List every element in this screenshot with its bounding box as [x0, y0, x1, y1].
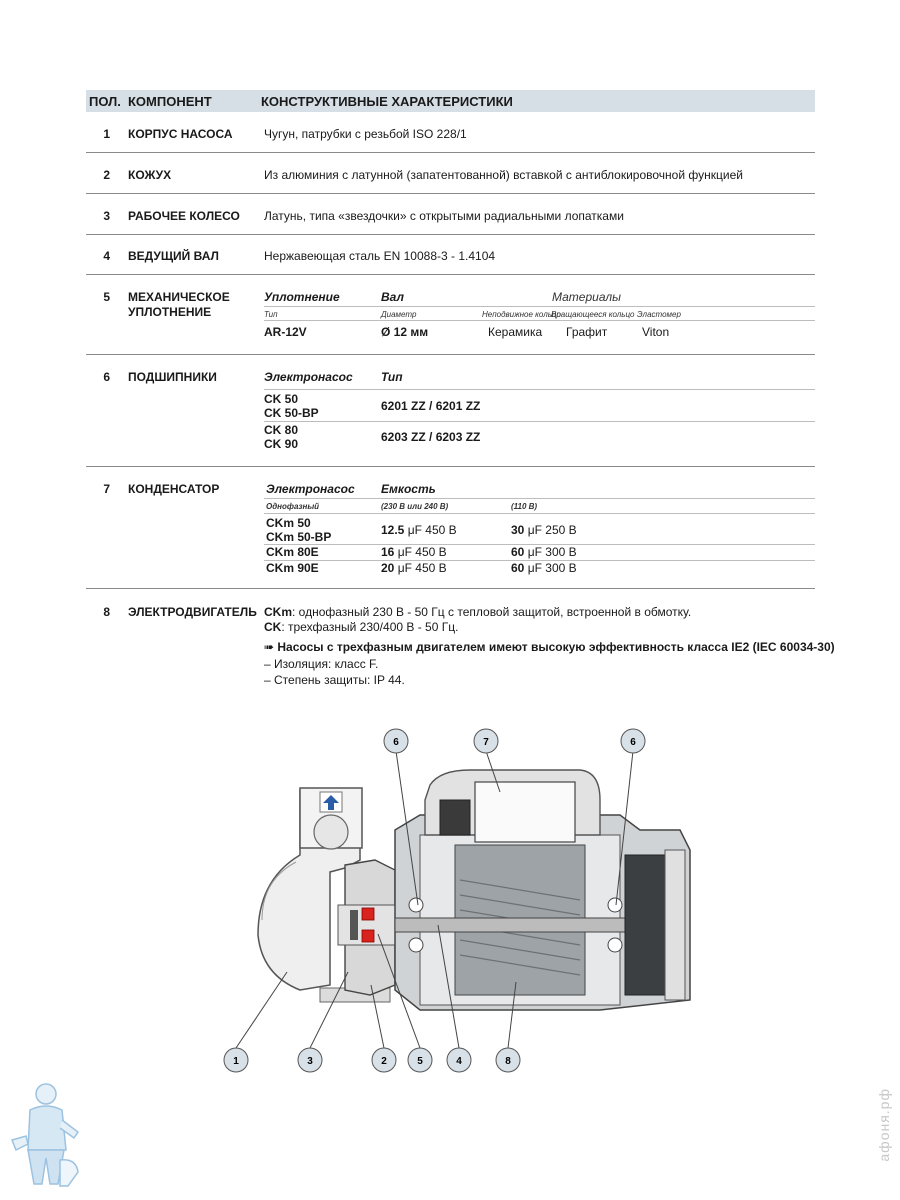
row-number: 4 [103, 249, 110, 263]
row-divider [86, 234, 815, 235]
row-number: 5 [103, 290, 110, 304]
callout-label: 1 [233, 1056, 239, 1067]
callout-label: 3 [307, 1056, 313, 1067]
component-name: КОРПУС НАСОСА [128, 127, 233, 141]
voltage-230-subheading: (230 В или 240 В) [381, 502, 449, 511]
pump-model: CK 50-BP [264, 406, 319, 420]
protection-degree: – Степень защиты: IP 44. [264, 673, 405, 687]
row-divider [86, 152, 815, 153]
capacitor-230: 12.5 μF 450 В [381, 523, 457, 537]
component-name: ПОДШИПНИКИ [128, 370, 217, 384]
subheader-divider [264, 320, 815, 321]
subheader-divider [264, 513, 815, 514]
pump-heading: Электронасос [266, 482, 355, 496]
type-heading: Тип [381, 370, 403, 384]
header-component: КОМПОНЕНТ [128, 94, 212, 109]
pump-model: CKm 50 [266, 516, 311, 530]
elastomer-subheading: Эластомер [637, 310, 681, 319]
capacitor-110: 60 μF 300 В [511, 561, 577, 575]
component-name: МЕХАНИЧЕСКОЕ [128, 290, 230, 304]
pump-model: CKm 50-BP [266, 530, 332, 544]
component-name: РАБОЧЕЕ КОЛЕСО [128, 209, 240, 223]
component-name: КОЖУХ [128, 168, 172, 182]
component-name: ЭЛЕКТРОДВИГАТЕЛЬ [128, 605, 257, 619]
component-name: ВЕДУЩИЙ ВАЛ [128, 249, 219, 263]
component-name: КОНДЕНСАТОР [128, 482, 220, 496]
type-subheading: Тип [264, 310, 278, 319]
capacitor-110: 30 μF 250 В [511, 523, 577, 537]
callout-label: 2 [381, 1056, 387, 1067]
materials-heading: Материалы [552, 290, 621, 304]
capacitor-230: 20 μF 450 В [381, 561, 447, 575]
row-number: 6 [103, 370, 110, 384]
row-divider [86, 193, 815, 194]
row-number: 2 [103, 168, 110, 182]
elastomer-material: Viton [642, 325, 670, 339]
fixed-ring-subheading: Неподвижное кольцо [482, 310, 561, 319]
component-description: Из алюминия с латунной (запатентованной) вставкой с антиблокировочной функцией [264, 168, 743, 182]
motor-three-phase: CK: трехфазный 230/400 В - 50 Гц. [264, 620, 459, 634]
callout-label: 5 [417, 1056, 423, 1067]
row-number: 8 [103, 605, 110, 619]
capacity-heading: Емкость [381, 482, 436, 496]
site-watermark: афоня.рф [876, 1088, 892, 1162]
ie2-note: ➠ Насосы с трехфазным двигателем имеют высокую эффективность класса IE2 (IEC 60034-30) [264, 640, 835, 654]
voltage-110-subheading: (110 В) [511, 502, 538, 511]
header-characteristics: КОНСТРУКТИВНЫЕ ХАРАКТЕРИСТИКИ [261, 94, 513, 109]
row-number: 7 [103, 482, 110, 496]
callout-label: 4 [456, 1056, 462, 1067]
pump-model: CK 50 [264, 392, 299, 406]
diameter-subheading: Диаметр [381, 310, 417, 319]
rotating-ring-subheading: Вращающееся кольцо [551, 310, 635, 319]
callout-label: 7 [483, 737, 489, 748]
seal-heading: Уплотнение [264, 290, 340, 304]
component-description: Нержавеющая сталь EN 10088-3 - 1.4104 [264, 249, 496, 263]
pump-cross-section-diagram [0, 700, 900, 1100]
header-pos: ПОЛ. [89, 94, 121, 109]
component-description: Чугун, патрубки с резьбой ISO 228/1 [264, 127, 467, 141]
callout-label: 8 [505, 1056, 511, 1067]
row-divider [86, 354, 815, 355]
subheader-divider [264, 498, 815, 499]
fixed-ring-material: Керамика [488, 325, 543, 339]
row-number: 1 [103, 127, 110, 141]
bearing-type: 6201 ZZ / 6201 ZZ [381, 399, 481, 413]
cooling-fan [625, 855, 665, 995]
insulation-class: – Изоляция: класс F. [264, 657, 379, 671]
subheader-divider [264, 389, 815, 390]
motor-single-phase: CKm: однофазный 230 В - 50 Гц с тепловой защитой, встроенной в обмотку. [264, 605, 692, 619]
table-header [86, 90, 815, 112]
shaft-diameter: Ø 12 мм [381, 325, 429, 339]
row-divider [86, 588, 815, 589]
rotating-ring-material: Графит [566, 325, 608, 339]
plumber-mascot-logo [8, 1080, 88, 1192]
component-description: Латунь, типа «звездочки» с открытыми радиальными лопатками [264, 209, 624, 223]
pump-model: CK 80 [264, 423, 299, 437]
subheader-divider [264, 306, 815, 307]
callout-label: 6 [630, 737, 636, 748]
row-number: 3 [103, 209, 110, 223]
capacitor-230: 16 μF 450 В [381, 545, 447, 559]
row-divider [86, 466, 815, 467]
pump-model: CKm 90E [266, 561, 319, 575]
row-divider [86, 274, 815, 275]
bearing-type: 6203 ZZ / 6203 ZZ [381, 430, 481, 444]
pump-heading: Электронасос [264, 370, 353, 384]
component-name-line2: УПЛОТНЕНИЕ [128, 305, 212, 319]
callout-label: 6 [393, 737, 399, 748]
shaft-heading: Вал [381, 290, 404, 304]
single-phase-subheading: Однофазный [266, 502, 320, 511]
seal-type: AR-12V [264, 325, 307, 339]
pump-model: CK 90 [264, 437, 299, 451]
pump-model: CKm 80E [266, 545, 319, 559]
motor-housing [395, 815, 690, 1010]
group-divider [264, 421, 815, 422]
capacitor-box [425, 770, 600, 842]
capacitor-110: 60 μF 300 В [511, 545, 577, 559]
